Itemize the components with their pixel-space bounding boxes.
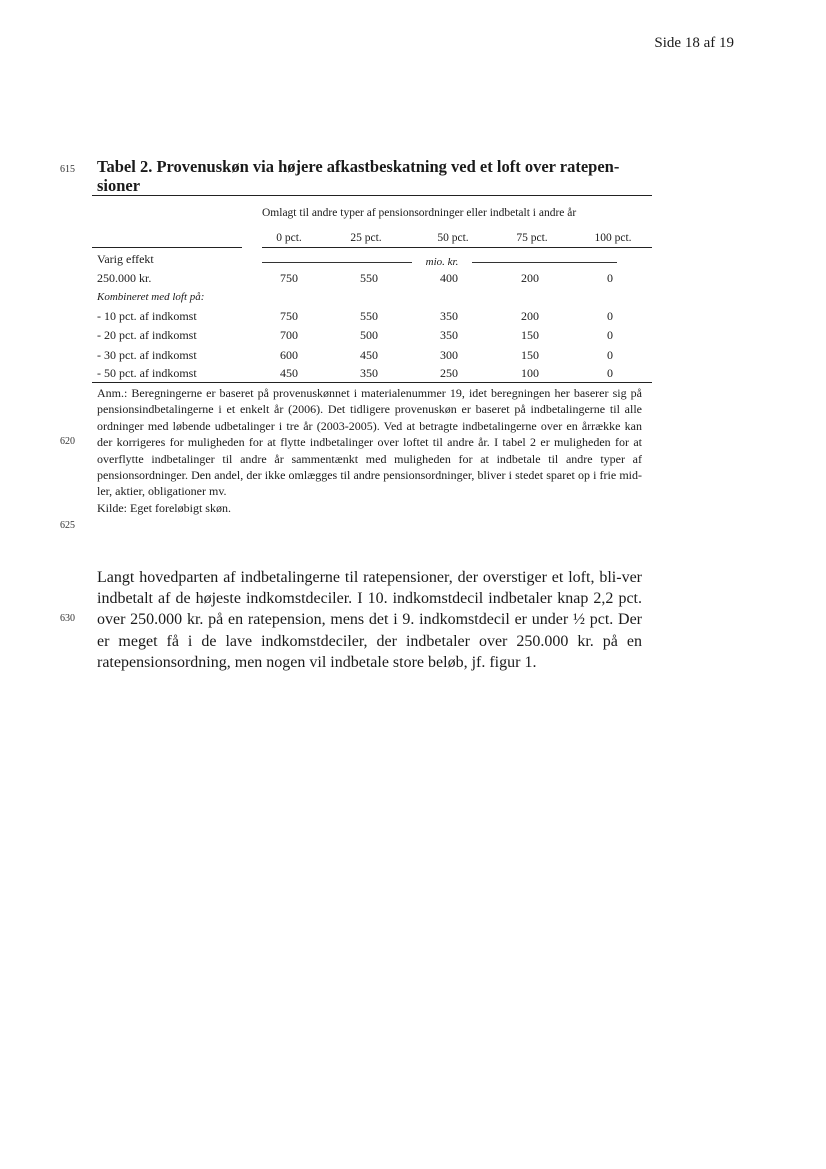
table-cell: 350 [360,366,378,380]
table-cell: 150 [521,348,539,362]
body-paragraph: Langt hovedparten af indbetalingerne til ratepensioner, der overstiger et loft, bli-ver indbetalt af de højeste indkomstdeciler. I 10. indkomstdecil indbetaler knap 2,2 pct. over 250.000 kr. på en ratepension, mens det i 9. indkomstdecil er under ½ pct. Der er meget få i de lave indkomstdeciler, der indbetaler over 250.000 kr. på en ratepensionsordning, men nogen vil indbetale store beløb, jf. figur 1. [97,569,642,671]
table-row-label: Varig effekt [97,252,154,266]
table-cell: 450 [360,348,378,362]
table-unit: mio. kr. [412,256,472,268]
table-bottom-rule [92,382,652,383]
table-note [97,385,642,516]
table-cell: 200 [521,271,539,285]
page-number: Side 18 af 19 [654,35,734,51]
source-text: Kilde: Eget foreløbigt skøn. [97,500,231,515]
table-cell: 450 [280,366,298,380]
line-number: 625 [60,520,75,531]
table-row-label: - 50 pct. af indkomst [97,366,197,380]
table-cell: 0 [607,348,613,362]
line-number: 620 [60,436,75,447]
table-title: Tabel 2. Provenuskøn via højere afkastbeskatning ved et loft over ratepen-sioner [97,157,620,195]
table-column-header: 0 pct. [276,232,302,244]
table-cell: 300 [440,348,458,362]
table-cell: 400 [440,271,458,285]
table-group-header: Omlagt til andre typer af pensionsordninger eller indbetalt i andre år [262,207,577,219]
table-row-label: Kombineret med loft på: [97,291,205,303]
table-cell: 0 [607,328,613,342]
table-cell: 700 [280,328,298,342]
table-row-label: - 20 pct. af indkomst [97,328,197,342]
table-row-label: - 10 pct. af indkomst [97,309,197,323]
table-cell: 750 [280,309,298,323]
table-top-rule [92,195,652,196]
note-text: Anm.: Beregningerne er baseret på provenuskønnet i materialenummer 19, idet beregningen her baserer sig på pensionsindbetalingerne i et enkelt år (2006). Det tidligere provenuskøn er baseret på indbetalingerne til alle ordninger med løbende udbetalinger i tre år (2003-2005). Ved at betragte indbetalingerne over en årrække kan der korrigeres for muligheden for at flytte indbetalinger over loftet til andre år. I tabel 2 er muligheden for at overflytte indbetalinger til andre år sammentænkt med muligheden for at indbetale til andre typer af pensionsordninger. Den andel, der ikke omlægges til andre pensionsordninger, bliver i stedet sparet op i frie mid-ler, aktier, obligationer mv. [97,386,642,499]
table-cell: 0 [607,309,613,323]
table-cell: 550 [360,271,378,285]
table-row-label: - 30 pct. af indkomst [97,348,197,362]
table-cell: 100 [521,366,539,380]
table-cell: 350 [440,309,458,323]
table-cell: 550 [360,309,378,323]
table-stub-rule [92,247,242,248]
table-cell: 0 [607,366,613,380]
table-cell: 0 [607,271,613,285]
table-cell: 600 [280,348,298,362]
table-cell: 500 [360,328,378,342]
table-column-header: 50 pct. [437,232,469,244]
table-column-header: 75 pct. [516,232,548,244]
table-cell: 250 [440,366,458,380]
table-row-label: 250.000 kr. [97,271,152,285]
table-cell: 200 [521,309,539,323]
table-cell: 350 [440,328,458,342]
table-column-header: 100 pct. [594,232,632,244]
unit-line [262,258,617,268]
table-cell: 750 [280,271,298,285]
table-cell: 150 [521,328,539,342]
table-column-rule [262,247,652,248]
table-column-header: 25 pct. [350,232,382,244]
line-number: 630 [60,613,75,624]
line-number: 615 [60,164,75,175]
